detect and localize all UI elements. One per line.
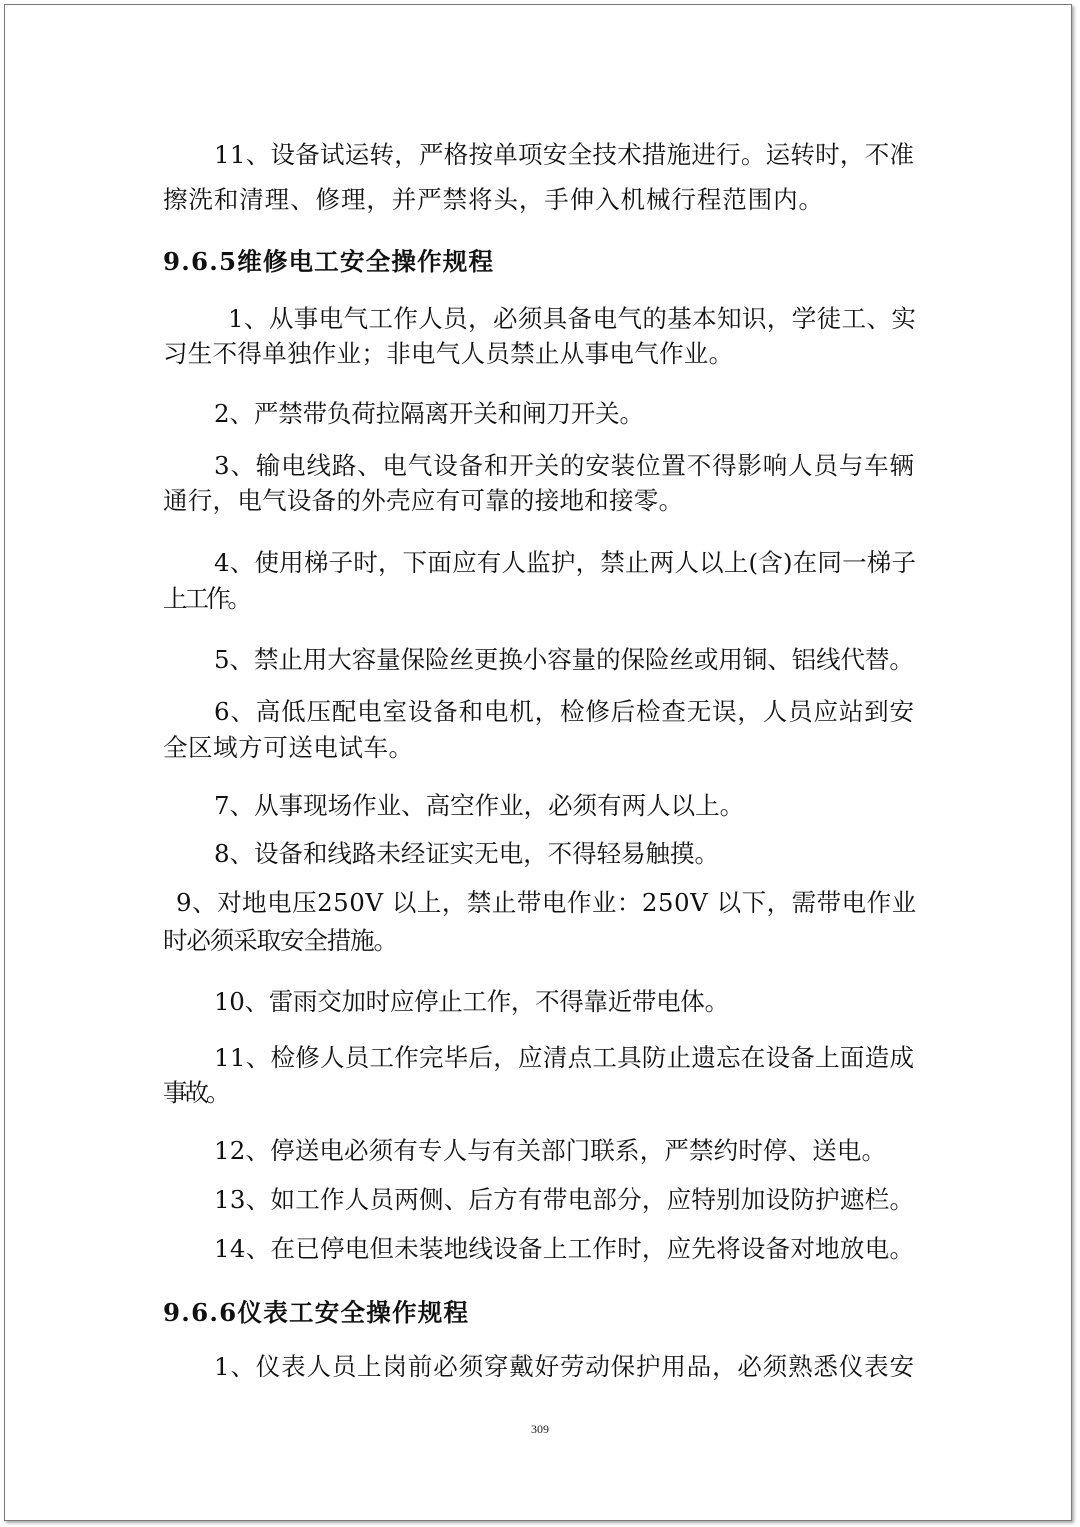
- text-line: 1、仪表人员上岗前必须穿戴好劳动保护用品，必须熟悉仪表安: [214, 1352, 915, 1381]
- text-line: 时必须采取安全措施。: [163, 926, 397, 955]
- section-heading: 9.6.6仪表工安全操作规程: [163, 1298, 470, 1327]
- text-line: 1、从事电气工作人员，必须具备电气的基本知识，学徒工、实: [228, 304, 917, 333]
- text-line: 4、使用梯子时，下面应有人监护，禁止两人以上(含)在同一梯子: [214, 548, 917, 577]
- text-line: 10、雷雨交加时应停止工作，不得靠近带电体。: [214, 987, 729, 1016]
- text-line: 8、设备和线路未经证实无电，不得轻易触摸。: [214, 839, 719, 868]
- text-line: 6、高低压配电室设备和电机，检修后检查无误，人员应站到安: [214, 697, 915, 726]
- text-line: 7、从事现场作业、高空作业，必须有两人以上。: [214, 791, 745, 820]
- text-line: 通行，电气设备的外壳应有可靠的接地和接零。: [163, 486, 684, 515]
- text-line: 习生不得单独作业；非电气人员禁止从事电气作业。: [163, 339, 734, 368]
- text-line: 3、输电线路、电气设备和开关的安装位置不得影响人员与车辆: [214, 451, 915, 480]
- text-line: 11、设备试运转，严格按单项安全技术措施进行。运转时，不准: [214, 140, 915, 169]
- text-line: 14、在已停电但未装地线设备上工作时，应先将设备对地放电。: [214, 1234, 915, 1263]
- text-line: 上工作。: [163, 584, 249, 613]
- text-line: 12、停送电必须有专人与有关部门联系，严禁约时停、送电。: [214, 1136, 887, 1165]
- text-line: 全区域方可送电试车。: [163, 733, 414, 762]
- text-line: 11、检修人员工作完毕后，应清点工具防止遗忘在设备上面造成: [214, 1043, 915, 1072]
- text-line: 2、严禁带负荷拉隔离开关和闸刀开关。: [214, 399, 644, 428]
- section-heading: 9.6.5维修电工安全操作规程: [163, 247, 495, 276]
- text-line: 事故。: [163, 1078, 228, 1107]
- text-line: 9、对地电压250V 以上，禁止带电作业：250V 以下，需带电作业: [176, 888, 917, 917]
- text-line: 擦洗和清理、修理，并严禁将头，手伸入机械行程范围内。: [163, 185, 824, 214]
- page-number: 309: [531, 1422, 549, 1436]
- text-line: 13、如工作人员两侧、后方有带电部分，应特别加设防护遮栏。: [214, 1185, 915, 1214]
- text-line: 5、禁止用大容量保险丝更换小容量的保险丝或用铜、铝线代替。: [214, 645, 914, 674]
